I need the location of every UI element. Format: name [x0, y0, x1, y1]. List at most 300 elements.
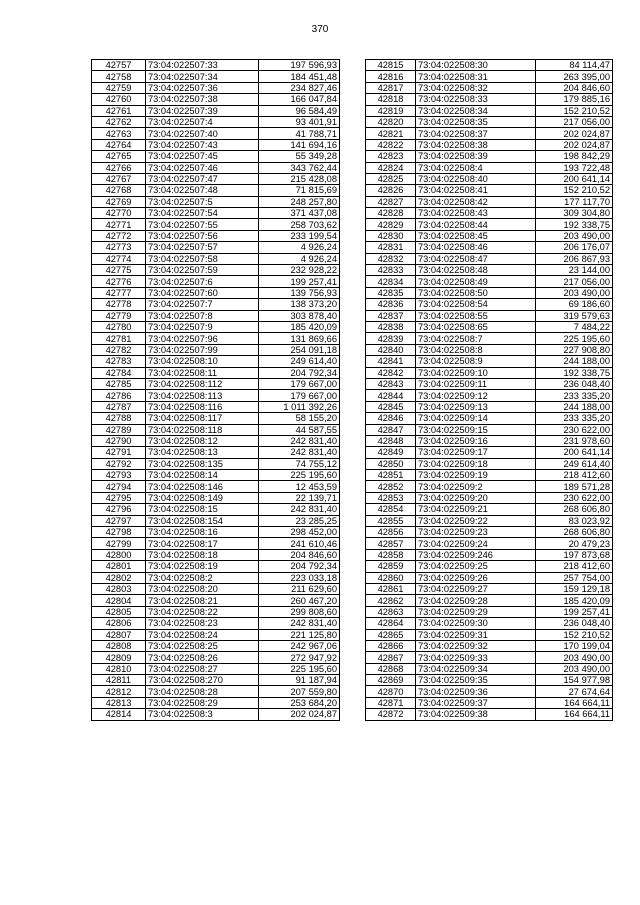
cadastral-number: 73:04:022508:9 [416, 356, 536, 367]
value-amount: 218 412,60 [536, 470, 613, 481]
row-number: 42835 [366, 287, 416, 298]
row-number: 42769 [92, 196, 146, 207]
cadastral-number: 73:04:022507:33 [146, 60, 259, 71]
value-amount: 242 831,40 [259, 447, 340, 458]
row-number: 42871 [366, 697, 416, 708]
value-amount: 74 755,12 [259, 458, 340, 469]
cadastral-number: 73:04:022508:54 [416, 299, 536, 310]
row-number: 42776 [92, 276, 146, 287]
value-amount: 152 210,52 [536, 629, 613, 640]
cadastral-number: 73:04:022508:55 [416, 310, 536, 321]
value-amount: 44 587,55 [259, 424, 340, 435]
value-amount: 1 011 392,26 [259, 401, 340, 412]
value-amount: 225 195,60 [259, 663, 340, 674]
cadastral-number: 73:04:022509:38 [416, 709, 536, 720]
row-number: 42788 [92, 413, 146, 424]
row-number: 42863 [366, 606, 416, 617]
value-amount: 233 335,20 [536, 390, 613, 401]
value-amount: 263 395,00 [536, 71, 613, 82]
value-amount: 204 846,60 [259, 549, 340, 560]
table-row [92, 538, 340, 549]
table-row [92, 71, 340, 82]
cadastral-number: 73:04:022508:43 [416, 208, 536, 219]
value-amount: 199 257,41 [536, 606, 613, 617]
cadastral-number: 73:04:022508:13 [146, 447, 259, 458]
value-amount: 236 048,40 [536, 618, 613, 629]
value-amount: 203 490,00 [536, 663, 613, 674]
row-number: 42811 [92, 675, 146, 686]
table-row [92, 561, 340, 572]
row-number: 42853 [366, 492, 416, 503]
cadastral-number: 73:04:022509:10 [416, 367, 536, 378]
table-row [92, 675, 340, 686]
left-table [91, 59, 340, 721]
table-row [366, 629, 613, 640]
value-amount: 192 338,75 [536, 367, 613, 378]
value-amount: 179 667,00 [259, 390, 340, 401]
row-number: 42844 [366, 390, 416, 401]
value-amount: 242 967,06 [259, 640, 340, 651]
value-amount: 4 926,24 [259, 242, 340, 253]
row-number: 42857 [366, 538, 416, 549]
row-number: 42783 [92, 356, 146, 367]
value-amount: 69 186,60 [536, 299, 613, 310]
table-row [92, 424, 340, 435]
row-number: 42763 [92, 128, 146, 139]
row-number: 42850 [366, 458, 416, 469]
row-number: 42825 [366, 173, 416, 184]
cadastral-number: 73:04:022508:146 [146, 481, 259, 492]
value-amount: 177 117,70 [536, 196, 613, 207]
cadastral-number: 73:04:022508:38 [416, 139, 536, 150]
row-number: 42808 [92, 640, 146, 651]
row-number: 42828 [366, 208, 416, 219]
cadastral-number: 73:04:022508:112 [146, 378, 259, 389]
table-row [366, 470, 613, 481]
cadastral-number: 73:04:022508:44 [416, 219, 536, 230]
table-row [366, 572, 613, 583]
value-amount: 248 257,80 [259, 196, 340, 207]
row-number: 42819 [366, 105, 416, 116]
table-row [366, 128, 613, 139]
row-number: 42782 [92, 344, 146, 355]
cadastral-number: 73:04:022509:16 [416, 435, 536, 446]
row-number: 42786 [92, 390, 146, 401]
cadastral-number: 73:04:022509:21 [416, 504, 536, 515]
table-row [366, 709, 613, 720]
table-row [92, 595, 340, 606]
row-number: 42787 [92, 401, 146, 412]
value-amount: 242 831,40 [259, 618, 340, 629]
value-amount: 93 401,91 [259, 116, 340, 127]
cadastral-number: 73:04:022508:116 [146, 401, 259, 412]
cadastral-number: 73:04:022508:10 [146, 356, 259, 367]
row-number: 42807 [92, 629, 146, 640]
table-row [92, 663, 340, 674]
cadastral-number: 73:04:022509:29 [416, 606, 536, 617]
table-row [366, 652, 613, 663]
table-row [92, 629, 340, 640]
table-row [92, 242, 340, 253]
cadastral-number: 73:04:022507:54 [146, 208, 259, 219]
value-amount: 141 694,16 [259, 139, 340, 150]
table-row [366, 606, 613, 617]
cadastral-number: 73:04:022509:37 [416, 697, 536, 708]
cadastral-number: 73:04:022508:47 [416, 253, 536, 264]
value-amount: 303 878,40 [259, 310, 340, 321]
table-row [92, 390, 340, 401]
row-number: 42868 [366, 663, 416, 674]
table-row [92, 583, 340, 594]
value-amount: 202 024,87 [536, 128, 613, 139]
table-row [92, 105, 340, 116]
table-row [366, 595, 613, 606]
cadastral-number: 73:04:022509:2 [416, 481, 536, 492]
row-number: 42829 [366, 219, 416, 230]
cadastral-number: 73:04:022508:154 [146, 515, 259, 526]
row-number: 42759 [92, 82, 146, 93]
cadastral-number: 73:04:022507:5 [146, 196, 259, 207]
row-number: 42773 [92, 242, 146, 253]
table-row [366, 344, 613, 355]
row-number: 42842 [366, 367, 416, 378]
row-number: 42865 [366, 629, 416, 640]
row-number: 42854 [366, 504, 416, 515]
table-row [366, 94, 613, 105]
cadastral-number: 73:04:022508:135 [146, 458, 259, 469]
table-row [366, 675, 613, 686]
cadastral-number: 73:04:022508:31 [416, 71, 536, 82]
value-amount: 258 703,62 [259, 219, 340, 230]
value-amount: 268 606,80 [536, 504, 613, 515]
cadastral-number: 73:04:022508:42 [416, 196, 536, 207]
row-number: 42770 [92, 208, 146, 219]
table-row [366, 481, 613, 492]
row-number: 42862 [366, 595, 416, 606]
cadastral-number: 73:04:022508:11 [146, 367, 259, 378]
value-amount: 139 756,93 [259, 287, 340, 298]
value-amount: 249 614,40 [259, 356, 340, 367]
cadastral-number: 73:04:022508:7 [416, 333, 536, 344]
cadastral-number: 73:04:022509:19 [416, 470, 536, 481]
cadastral-number: 73:04:022507:48 [146, 185, 259, 196]
cadastral-number: 73:04:022508:117 [146, 413, 259, 424]
row-number: 42796 [92, 504, 146, 515]
cadastral-number: 73:04:022508:4 [416, 162, 536, 173]
value-amount: 268 606,80 [536, 527, 613, 538]
cadastral-number: 73:04:022507:99 [146, 344, 259, 355]
page-number: 370 [311, 24, 329, 35]
table-row [366, 242, 613, 253]
table-row [92, 219, 340, 230]
row-number: 42799 [92, 538, 146, 549]
value-amount: 211 629,60 [259, 583, 340, 594]
value-amount: 192 338,75 [536, 219, 613, 230]
cadastral-number: 73:04:022508:26 [146, 652, 259, 663]
table-row [92, 116, 340, 127]
row-number: 42779 [92, 310, 146, 321]
cadastral-number: 73:04:022508:32 [416, 82, 536, 93]
table-row [366, 162, 613, 173]
value-amount: 343 762,44 [259, 162, 340, 173]
row-number: 42832 [366, 253, 416, 264]
row-number: 42839 [366, 333, 416, 344]
cadastral-number: 73:04:022508:39 [416, 151, 536, 162]
cadastral-number: 73:04:022508:22 [146, 606, 259, 617]
value-amount: 83 023,92 [536, 515, 613, 526]
cadastral-number: 73:04:022509:31 [416, 629, 536, 640]
table-row [366, 71, 613, 82]
row-number: 42848 [366, 435, 416, 446]
cadastral-number: 73:04:022507:57 [146, 242, 259, 253]
cadastral-number: 73:04:022508:3 [146, 709, 259, 720]
table-row [92, 549, 340, 560]
table-row [92, 265, 340, 276]
table-row [366, 583, 613, 594]
cadastral-number: 73:04:022507:60 [146, 287, 259, 298]
value-amount: 221 125,80 [259, 629, 340, 640]
value-amount: 230 622,00 [536, 492, 613, 503]
cadastral-number: 73:04:022507:36 [146, 82, 259, 93]
table-row [366, 105, 613, 116]
cadastral-number: 73:04:022508:2 [146, 572, 259, 583]
row-number: 42824 [366, 162, 416, 173]
table-row [366, 253, 613, 264]
row-number: 42820 [366, 116, 416, 127]
cadastral-number: 73:04:022508:270 [146, 675, 259, 686]
cadastral-number: 73:04:022509:27 [416, 583, 536, 594]
value-amount: 218 412,60 [536, 561, 613, 572]
table-row [366, 287, 613, 298]
table-row [366, 333, 613, 344]
table-row [92, 572, 340, 583]
row-number: 42870 [366, 686, 416, 697]
row-number: 42822 [366, 139, 416, 150]
row-number: 42831 [366, 242, 416, 253]
table-row [92, 162, 340, 173]
table-row [92, 185, 340, 196]
table-row [92, 196, 340, 207]
value-amount: 4 926,24 [259, 253, 340, 264]
value-amount: 164 664,11 [536, 697, 613, 708]
value-amount: 215 428,08 [259, 173, 340, 184]
value-amount: 231 978,60 [536, 435, 613, 446]
row-number: 42833 [366, 265, 416, 276]
row-number: 42852 [366, 481, 416, 492]
row-number: 42803 [92, 583, 146, 594]
value-amount: 185 420,09 [536, 595, 613, 606]
value-amount: 202 024,87 [536, 139, 613, 150]
value-amount: 230 622,00 [536, 424, 613, 435]
cadastral-number: 73:04:022508:48 [416, 265, 536, 276]
value-amount: 185 420,09 [259, 321, 340, 332]
value-amount: 309 304,80 [536, 208, 613, 219]
table-row [366, 116, 613, 127]
row-number: 42781 [92, 333, 146, 344]
cadastral-number: 73:04:022508:40 [416, 173, 536, 184]
cadastral-number: 73:04:022507:55 [146, 219, 259, 230]
row-number: 42841 [366, 356, 416, 367]
table-row [366, 265, 613, 276]
cadastral-number: 73:04:022508:19 [146, 561, 259, 572]
row-number: 42840 [366, 344, 416, 355]
table-row [92, 173, 340, 184]
row-number: 42855 [366, 515, 416, 526]
table-row [92, 618, 340, 629]
cadastral-number: 73:04:022508:30 [416, 60, 536, 71]
table-row [366, 378, 613, 389]
cadastral-number: 73:04:022509:22 [416, 515, 536, 526]
row-number: 42812 [92, 686, 146, 697]
cadastral-number: 73:04:022508:35 [416, 116, 536, 127]
table-row [92, 504, 340, 515]
value-amount: 199 257,41 [259, 276, 340, 287]
right-table [365, 59, 613, 721]
value-amount: 234 827,46 [259, 82, 340, 93]
row-number: 42860 [366, 572, 416, 583]
table-row [366, 151, 613, 162]
table-row [92, 367, 340, 378]
row-number: 42818 [366, 94, 416, 105]
row-number: 42838 [366, 321, 416, 332]
table-row [366, 663, 613, 674]
value-amount: 227 908,80 [536, 344, 613, 355]
value-amount: 200 641,14 [536, 447, 613, 458]
row-number: 42785 [92, 378, 146, 389]
row-number: 42804 [92, 595, 146, 606]
row-number: 42801 [92, 561, 146, 572]
value-amount: 299 808,60 [259, 606, 340, 617]
value-amount: 249 614,40 [536, 458, 613, 469]
table-row [92, 515, 340, 526]
cadastral-number: 73:04:022508:113 [146, 390, 259, 401]
cadastral-number: 73:04:022509:34 [416, 663, 536, 674]
table-row [366, 458, 613, 469]
cadastral-number: 73:04:022509:35 [416, 675, 536, 686]
table-row [92, 458, 340, 469]
cadastral-number: 73:04:022509:17 [416, 447, 536, 458]
row-number: 42816 [366, 71, 416, 82]
value-amount: 55 349,28 [259, 151, 340, 162]
cadastral-number: 73:04:022508:18 [146, 549, 259, 560]
cadastral-number: 73:04:022507:46 [146, 162, 259, 173]
table-row [92, 652, 340, 663]
table-row [366, 447, 613, 458]
cadastral-number: 73:04:022508:14 [146, 470, 259, 481]
table-row [366, 401, 613, 412]
table-row [366, 538, 613, 549]
table-row [92, 230, 340, 241]
table-row [92, 481, 340, 492]
cadastral-number: 73:04:022509:14 [416, 413, 536, 424]
cadastral-number: 73:04:022509:33 [416, 652, 536, 663]
row-number: 42802 [92, 572, 146, 583]
cadastral-number: 73:04:022507:96 [146, 333, 259, 344]
table-row [92, 686, 340, 697]
cadastral-number: 73:04:022507:4 [146, 116, 259, 127]
cadastral-number: 73:04:022509:28 [416, 595, 536, 606]
value-amount: 207 559,80 [259, 686, 340, 697]
row-number: 42767 [92, 173, 146, 184]
table-row [366, 230, 613, 241]
value-amount: 22 139,71 [259, 492, 340, 503]
value-amount: 202 024,87 [259, 709, 340, 720]
cadastral-number: 73:04:022508:46 [416, 242, 536, 253]
row-number: 42849 [366, 447, 416, 458]
row-number: 42858 [366, 549, 416, 560]
value-amount: 244 188,00 [536, 356, 613, 367]
table-row [366, 276, 613, 287]
row-number: 42866 [366, 640, 416, 651]
value-amount: 241 610,46 [259, 538, 340, 549]
row-number: 42847 [366, 424, 416, 435]
table-row [92, 344, 340, 355]
cadastral-number: 73:04:022507:39 [146, 105, 259, 116]
row-number: 42765 [92, 151, 146, 162]
table-row [92, 333, 340, 344]
table-row [366, 173, 613, 184]
cadastral-number: 73:04:022509:246 [416, 549, 536, 560]
row-number: 42809 [92, 652, 146, 663]
value-amount: 170 199,04 [536, 640, 613, 651]
row-number: 42817 [366, 82, 416, 93]
cadastral-number: 73:04:022507:47 [146, 173, 259, 184]
value-amount: 152 210,52 [536, 105, 613, 116]
cadastral-number: 73:04:022508:65 [416, 321, 536, 332]
cadastral-number: 73:04:022508:25 [146, 640, 259, 651]
cadastral-number: 73:04:022508:17 [146, 538, 259, 549]
row-number: 42851 [366, 470, 416, 481]
table-row [366, 618, 613, 629]
table-row [92, 299, 340, 310]
value-amount: 233 335,20 [536, 413, 613, 424]
table-row [366, 686, 613, 697]
value-amount: 197 596,93 [259, 60, 340, 71]
row-number: 42872 [366, 709, 416, 720]
row-number: 42846 [366, 413, 416, 424]
table-row [92, 356, 340, 367]
value-amount: 204 792,34 [259, 561, 340, 572]
cadastral-number: 73:04:022509:24 [416, 538, 536, 549]
value-amount: 179 885,16 [536, 94, 613, 105]
row-number: 42864 [366, 618, 416, 629]
table-row [92, 60, 340, 71]
row-number: 42814 [92, 709, 146, 720]
cadastral-number: 73:04:022508:45 [416, 230, 536, 241]
value-amount: 71 815,69 [259, 185, 340, 196]
table-row [92, 697, 340, 708]
row-number: 42790 [92, 435, 146, 446]
row-number: 42861 [366, 583, 416, 594]
table-row [92, 378, 340, 389]
row-number: 42823 [366, 151, 416, 162]
value-amount: 84 114,47 [536, 60, 613, 71]
cadastral-number: 73:04:022508:27 [146, 663, 259, 674]
table-row [366, 515, 613, 526]
cadastral-number: 73:04:022507:58 [146, 253, 259, 264]
value-amount: 223 033,18 [259, 572, 340, 583]
value-amount: 91 187,94 [259, 675, 340, 686]
table-row [366, 561, 613, 572]
cadastral-number: 73:04:022509:26 [416, 572, 536, 583]
value-amount: 254 091,18 [259, 344, 340, 355]
cadastral-number: 73:04:022508:20 [146, 583, 259, 594]
value-amount: 242 831,40 [259, 435, 340, 446]
value-amount: 7 484,22 [536, 321, 613, 332]
row-number: 42845 [366, 401, 416, 412]
value-amount: 184 451,48 [259, 71, 340, 82]
value-amount: 96 584,49 [259, 105, 340, 116]
